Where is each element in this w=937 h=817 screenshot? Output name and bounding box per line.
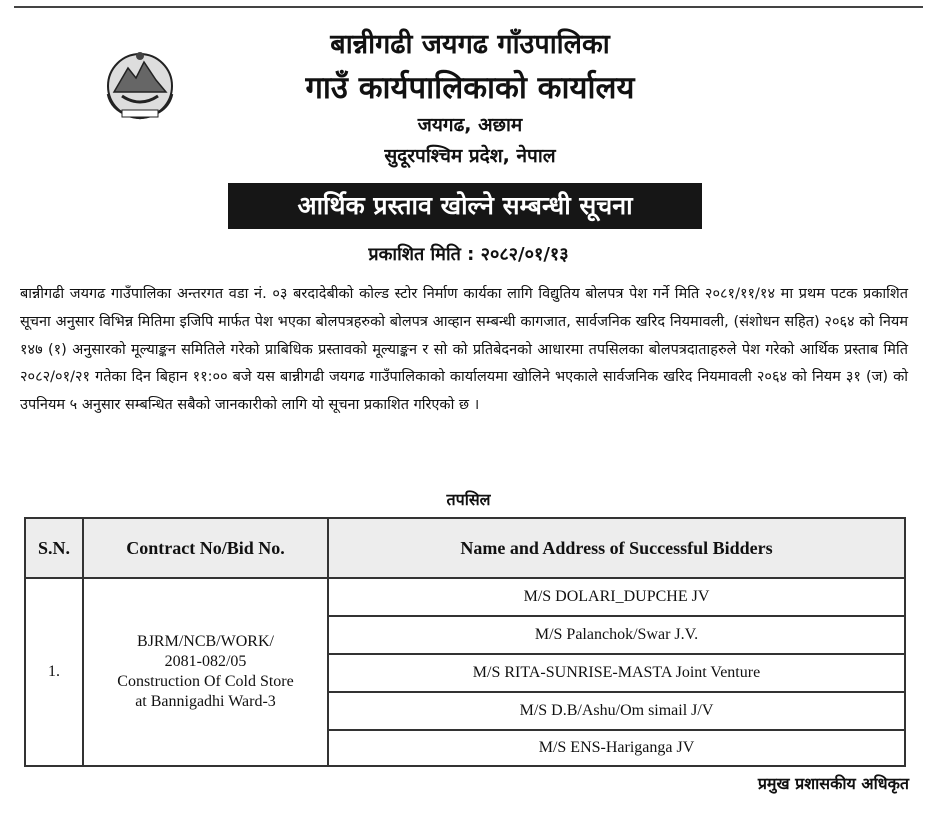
header-contract: Contract No/Bid No. [83, 518, 328, 578]
bidders-table [24, 517, 906, 767]
contract-line: Construction Of Cold Store [117, 673, 294, 690]
header-sn: S.N. [25, 518, 83, 578]
office-name: गाउँ कार्यपालिकाको कार्यालय [305, 70, 635, 106]
bidder-name: M/S Palanchok/Swar J.V. [328, 616, 905, 654]
contract-line: at Bannigadhi Ward-3 [135, 693, 276, 710]
contract-line: BJRM/NCB/WORK/ [137, 633, 274, 650]
contract-line: 2081-082/05 [164, 653, 247, 670]
header-bidders: Name and Address of Successful Bidders [328, 518, 905, 578]
published-date: प्रकाशित मिति : २०८२/०१/१३ [368, 244, 569, 265]
signatory-title: प्रमुख प्रशासकीय अधिकृत [757, 774, 909, 793]
nepal-emblem-icon [100, 44, 180, 124]
municipality-name: बान्नीगढी जयगढ गाँउपालिका [330, 29, 610, 60]
notice-body: बान्नीगढी जयगढ गाउँपालिका अन्तरगत वडा नं. ०३ बरदादेबीको कोल्ड स्टोर निर्माण कार्यका लागि विद्युतिय बोलपत्र पेश गर्ने मिति २०८१/११/१४ मा प्रथम पटक प्रकाशित सूचना अनुसार विभिन्न मितिमा इजिपि मार्फत पेश भएका बोलपत्रहरुको बोलपत्र आव्हान सम्बन्धी कागजात, सार्वजनिक खरिद नियमावली, (संशोधन सहित) २०६४ को नियम १४७ (१) अनुसारको मूल्याङ्कन समितिले गरेको प्राबिधिक प्रस्तावको मूल्याङ्कन र सो को प्रतिबेदनको आधारमा तपसिलका बोलपत्रदाताहरुले पेश गरेको आर्थिक प्रस्ताब मिति २०८२/०१/२१ गतेका दिन बिहान ११:०० बजे यस बान्नीगढी जयगढ गाउँपालिकाको कार्यालयमा खोलिने भएकाले सार्वजनिक खरिद नियमावली २०६४ को नियम ३१ (ज) को उपनियम ५ अनुसार सम्बन्धित सबैको जानकारीको लागि यो सूचना प्रकाशित गरिएको छ । [20, 286, 908, 414]
province-country: सुदूरपश्चिम प्रदेश, नेपाल [384, 145, 556, 167]
bidder-name: M/S DOLARI_DUPCHE JV [328, 578, 905, 616]
office-address: जयगढ, अछाम [417, 114, 523, 136]
schedule-heading: तपसिल [446, 490, 491, 509]
cell-sn: 1. [25, 578, 83, 766]
bidder-name: M/S RITA-SUNRISE-MASTA Joint Venture [328, 654, 905, 692]
notice-title: आर्थिक प्रस्ताव खोल्ने सम्बन्धी सूचना [228, 183, 702, 229]
table-row [25, 578, 905, 616]
table-header-row [25, 518, 905, 578]
bidder-name: M/S ENS-Hariganga JV [328, 730, 905, 766]
cell-contract [83, 578, 328, 766]
top-rule [14, 6, 923, 8]
bidder-name: M/S D.B/Ashu/Om simail J/V [328, 692, 905, 730]
